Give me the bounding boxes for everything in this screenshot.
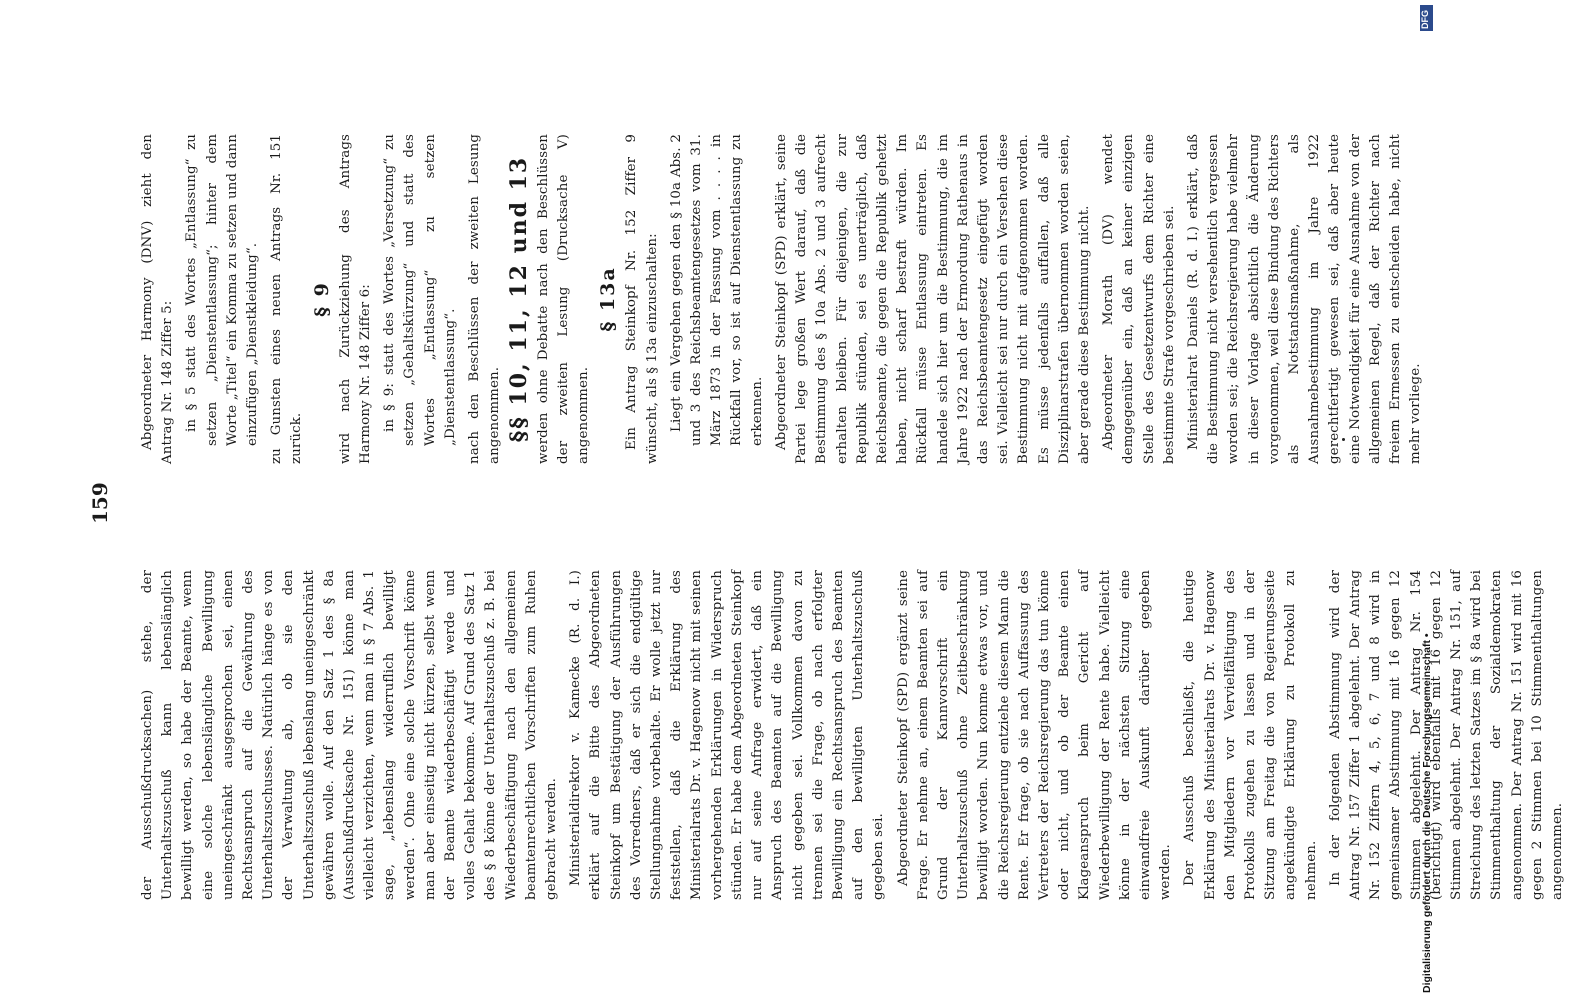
paragraph: Der Ausschuß beschließt, die heutige Erklärung des Ministerialrats Dr. v. Hagenow den Mitgliedern vor Vervielfältigung des Protokolls zugehen zu lassen und in der Sitzung am Freitag die von Regierungsseite angekündigte Erklärung zu Protokoll zu nehmen. <box>1182 570 1319 900</box>
paragraph: Ministerialrat Daniels (R. d. I.) erklärt, daß die Bestimmung nicht versehentlich vergessen worden sei; die Reichsregierung habe vielmehr in dieser Vorlage absichtlich die Änderung vorgenommen, weil diese Bindung des Richters als Notstandsmaßnahme, als Ausnahmebestimmung im Jahre 1922 gerechtfertigt gewesen sei, daß aber heute eine Notwendigkeit für eine Ausnahme von der allgemeinen Regel, daß der Richter nach freiem Ermessen zu entscheiden habe, nicht mehr vorliege. <box>1185 134 1424 464</box>
paragraph: Abgeordneter Steinkopf (SPD) ergänzt seine Frage. Er nehme an, einem Beamten sei auf Grund der Kannvorschrift ein Unterhaltszuschuß ohne Zeitbeschränkung bewilligt worden. Nun komme etwas vor, und die Reichsregierung entziehe diesem Mann die Rente. Er frage, ob sie nach Auffassung des Vertreters der Reichsregierung das tun könne oder nicht, und ob der Beamte einen Klageanspruch beim Gericht auf Wiederbewilligung der Rente habe. Vielleicht könne in der nächsten Sitzung eine einwandfreie Auskunft darüber gegeben werden. <box>895 570 1174 900</box>
page-number: 159 <box>88 482 112 524</box>
digitization-note <box>1420 3 1434 997</box>
digitization-note-text: Digitalisierung gefördert durch die Deutsche Forschungsgemeinschaft • <box>1421 633 1433 993</box>
section-heading: § 9 <box>310 281 333 317</box>
section-heading: § 13a <box>597 266 620 332</box>
paragraph: Abgeordneter Steinkopf (SPD) erklärt, seine Partei lege großen Wert darauf, daß die Bestimmung des § 10a Abs. 2 und 3 aufrecht erhalten bleiben. Für diejenigen, die zur Republik stünden, sei es unerträglich, daß Reichsbeamte, die gegen die Republik gehetzt haben, nicht scharf bestraft würden. Im Rückfall müsse Entlassung eintreten. Es handele sich hier um die Bestimmung, die im Jahre 1922 nach der Ermordung Rathenaus in das Reichsbeamtengesetz eingefügt worden sei. Vielleicht sei nur durch ein Versehen diese Bestimmung nicht mit aufgenommen worden. Es müsse jedenfalls auffallen, daß alle Disziplinarstrafen übernommen worden seien, aber gerade diese Bestimmung nicht. <box>773 134 1092 464</box>
right-column <box>138 134 1430 464</box>
paragraph: In der folgenden Abstimmung wird der Antrag Nr. 157 Ziffer 1 abgelehnt. Der Antrag Nr. 152 Ziffern 4, 5, 6, 7 und 8 wird in gemeinsamer Abstimmung mit 16 gegen 12 Stimmen abgelehnt. Der Antrag Nr. 154 (berichtigt) wird ebenfalls mit 16 gegen 12 Stimmen abgelehnt. Der Antrag Nr. 151, auf Streichung des letzten Satzes im § 8a wird bei Stimmenthaltung der Sozialdemokraten angenommen. Der Antrag Nr. 151 wird mit 16 gegen 2 Stimmen bei 10 Stimmenthaltungen angenommen. <box>1327 570 1566 900</box>
paragraph: nach den Beschlüssen der zweiten Lesung angenommen. <box>467 134 503 464</box>
quoted-amendment: in § 5 statt des Wortes „Entlassung“ zu setzen „Dienstentlassung“; hinter dem Worte „Titel“ ein Komma zu setzen und dann einzufügen „Dienstkleidung“. <box>184 134 261 446</box>
paragraph: zu Gunsten eines neuen Antrags Nr. 151 zurück. <box>269 134 305 464</box>
paragraph: Abgeordneter Harmony (DNV) zieht den Antrag Nr. 148 Ziffer 5: <box>140 134 176 464</box>
ink-speck <box>1342 438 1345 441</box>
paragraph: der Ausschußdrucksachen) stehe, der Unterhaltszuschuß kann lebenslänglich bewilligt werden, so habe der Beamte, wenn eine solche lebenslängliche Bewilligung uneingeschränkt ausgesprochen sei, einen Rechtsanspruch auf die Gewährung des Unterhaltszuschusses. Natürlich hänge es von der Verwaltung ab, ob sie den Unterhaltszuschuß lebenslang uneingeschränkt gewähren wolle. Auf den Satz 1 des § 8a (Ausschußdrucksache Nr. 151) könne man vielleicht verzichten, wenn man in § 7 Abs. 1 sage, „lebenslang widerruflich bewilligt werden“. Ohne eine solche Vorschrift könne man aber einseitig nicht kürzen, selbst wenn der Beamte wiederbeschäftigt werde und volles Gehalt bekomme. Auf Grund des Satz 1 des § 8 könne der Unterhaltszuschuß z. B. bei Wiederbeschäftigung nach den allgemeinen beamtenrechtlichen Vorschriften zum Ruhen gebracht werden. <box>140 570 560 900</box>
paragraph: wird nach Zurückziehung des Antrags Harmony Nr. 148 Ziffer 6: <box>337 134 374 464</box>
paragraph: werden ohne Debatte nach den Beschlüssen der zweiten Lesung (Drucksache V) angenommen. <box>535 134 592 464</box>
dfg-logo-text: DFG <box>1420 10 1430 29</box>
paragraph: Abgeordneter Morath (DV) wendet demgegenüber ein, daß an keiner einzigen Stelle des Gesetzentwurfs dem Richter eine bestimmte Strafe vorgeschrieben sei. <box>1101 134 1177 464</box>
dfg-logo <box>1420 5 1433 31</box>
quoted-amendment: in § 9: statt des Wortes „Versetzung“ zu setzen „Gehaltskürzung“ und statt des Wortes „Entlassung“ zu setzen „Dienstentlassung“. <box>382 134 458 446</box>
left-column <box>138 570 1572 900</box>
paragraph: Ministerialdirektor v. Kamecke (R. d. I.) erklärt auf die Bitte des Abgeordneten Steinkopf um Bestätigung der Ausführungen des Vorredners, daß er sich die endgültige Stellungnahme vorbehalte. Er wolle jetzt nur feststellen, daß die Erklärung des Ministerialrats Dr. v. Hagenow nicht mit seinen vorhergehenden Erklärungen in Widerspruch stünden. Er habe dem Abgeordneten Steinkopf nur auf seine Anfrage erwidert, daß ein Anspruch des Beamten auf die Bewilligung nicht gegeben sei. Vollkommen davon zu trennen sei die Frage, ob nach erfolgter Bewilligung ein Rechtsanspruch des Beamten auf den bewilligten Unterhaltszuschuß gegeben sei. <box>568 570 887 900</box>
paragraph: Ein Antrag Steinkopf Nr. 152 Ziffer 9 wünscht, als § 13a einzuschalten: <box>624 134 660 464</box>
section-heading: §§ 10, 11, 12 und 13 <box>506 155 533 443</box>
quoted-amendment: Liegt ein Vergehen gegen den § 10a Abs. 2 und 3 des Reichsbeamtengesetzes vom 31. März 1873 in der Fassung vom . . . . in Rückfall vor, so ist auf Dienstentlassung zu erkennen. <box>668 134 765 446</box>
